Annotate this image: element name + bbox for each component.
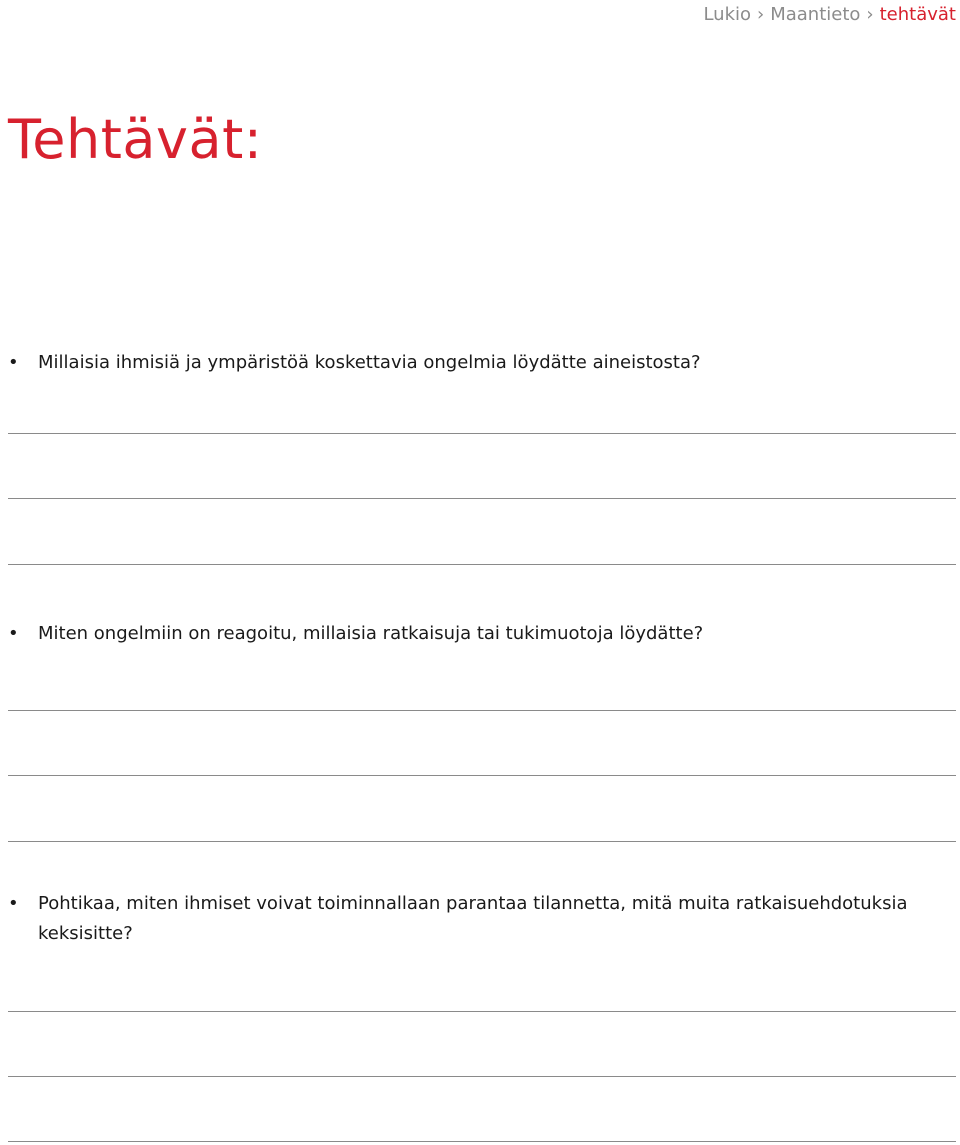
bullet-icon: • [8, 352, 19, 373]
chevron-right-icon: › [757, 4, 765, 25]
question-item-2 [8, 619, 908, 649]
answer-line[interactable] [8, 498, 956, 499]
question-item-1 [8, 348, 908, 378]
page-title: Tehtävät: [8, 108, 263, 171]
breadcrumb [703, 4, 956, 25]
breadcrumb-current: tehtävät [879, 4, 956, 25]
question-text: Miten ongelmiin on reagoitu, millaisia ratkaisuja tai tukimuotoja löydätte? [38, 623, 704, 644]
answer-line[interactable] [8, 433, 956, 434]
question-text: Pohtikaa, miten ihmiset voivat toiminnallaan parantaa tilannetta, mitä muita ratkaisuehdotuksia keksisitte? [38, 893, 908, 944]
breadcrumb-item-maantieto[interactable]: Maantieto [770, 4, 861, 25]
answer-line[interactable] [8, 564, 956, 565]
question-text: Millaisia ihmisiä ja ympäristöä koskettavia ongelmia löydätte aineistosta? [38, 352, 701, 373]
answer-line[interactable] [8, 710, 956, 711]
answer-line[interactable] [8, 775, 956, 776]
answer-line[interactable] [8, 1141, 956, 1142]
answer-line[interactable] [8, 1076, 956, 1077]
answer-line[interactable] [8, 841, 956, 842]
bullet-icon: • [8, 623, 19, 644]
chevron-right-icon: › [866, 4, 874, 25]
bullet-icon: • [8, 893, 19, 914]
answer-line[interactable] [8, 1011, 956, 1012]
breadcrumb-item-lukio[interactable]: Lukio [703, 4, 752, 25]
question-item-3 [8, 889, 908, 949]
